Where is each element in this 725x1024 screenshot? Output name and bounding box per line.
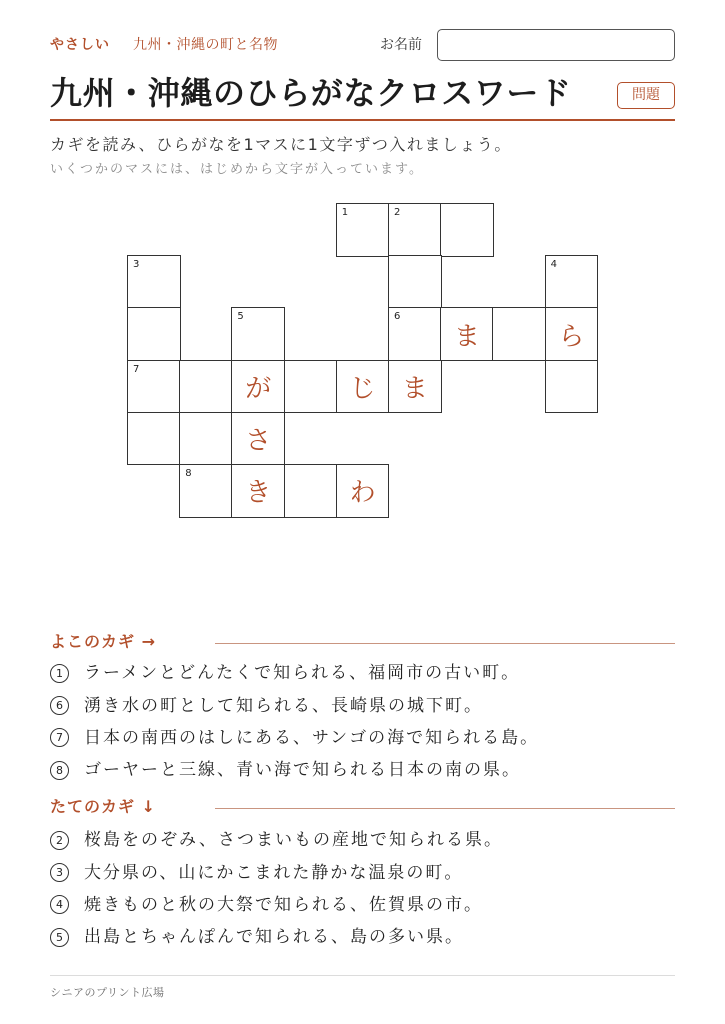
- cell-number: 6: [394, 311, 401, 323]
- cell-number: 5: [237, 311, 244, 323]
- grid-cell-prefilled: [336, 360, 390, 414]
- cell-letter: ら: [558, 321, 585, 352]
- grid-cell-prefilled: [231, 360, 285, 414]
- grid-cell[interactable]: [388, 203, 442, 257]
- grid-cell-prefilled: [231, 464, 285, 518]
- grid-cell[interactable]: [231, 307, 285, 361]
- clue-text: ゴーヤーと三線、青い海で知られる日本の南の県。: [84, 760, 521, 781]
- across-heading: よこのカギ →: [50, 632, 156, 651]
- clue-text: 焼きものと秋の大祭で知られる、佐賀県の市。: [84, 894, 483, 915]
- grid-cell[interactable]: [179, 412, 233, 466]
- clue-item: [50, 889, 675, 921]
- page-title: 九州・沖縄のひらがなクロスワード: [50, 74, 572, 112]
- grid-cell[interactable]: [545, 360, 599, 414]
- down-clue-list: [50, 824, 675, 954]
- grid-cell[interactable]: [388, 255, 442, 309]
- instructions: カギを読み、ひらがなを1マスに1文字ずつ入れましょう。: [50, 135, 512, 154]
- grid-cell[interactable]: [492, 307, 546, 361]
- name-field[interactable]: [437, 29, 675, 61]
- grid-cell[interactable]: [336, 203, 390, 257]
- clue-text: 出島とちゃんぽんで知られる、島の多い県。: [84, 927, 464, 948]
- clue-number: 8: [50, 761, 69, 780]
- grid-cell[interactable]: [440, 203, 494, 257]
- footer-credit: シニアのプリント広場: [50, 986, 165, 999]
- name-label: お名前: [380, 37, 422, 53]
- topic-label: 九州・沖縄の町と名物: [133, 37, 278, 53]
- clue-text: 湧き水の町として知られる、長崎県の城下町。: [84, 695, 483, 716]
- grid-cell[interactable]: [127, 412, 181, 466]
- down-divider: [215, 808, 675, 809]
- grid-cell[interactable]: [284, 360, 338, 414]
- across-divider: [215, 643, 675, 644]
- clue-text: 大分県の、山にかこまれた静かな温泉の町。: [84, 862, 464, 883]
- down-heading: たてのカギ ↓: [50, 797, 156, 816]
- grid-cell-prefilled: [545, 307, 599, 361]
- grid-cell[interactable]: [127, 307, 181, 361]
- cell-number: 1: [341, 207, 349, 218]
- clue-item: [50, 921, 675, 953]
- crossword-grid: [127, 203, 599, 518]
- clue-number: 2: [50, 831, 69, 850]
- clue-number: 4: [50, 895, 69, 914]
- clue-item: [50, 754, 675, 786]
- grid-cell[interactable]: [284, 464, 338, 518]
- cell-letter: わ: [349, 478, 376, 509]
- across-clue-list: [50, 657, 675, 787]
- cell-letter: じ: [349, 373, 376, 404]
- grid-cell-prefilled: [336, 464, 390, 518]
- grid-cell[interactable]: [179, 360, 233, 414]
- instructions-note: いくつかのマスには、はじめから文字が入っています。: [50, 162, 424, 177]
- grid-cell-prefilled: [388, 360, 442, 414]
- grid-cell[interactable]: [127, 255, 181, 309]
- cell-letter: が: [245, 373, 272, 404]
- grid-cell[interactable]: [179, 464, 233, 518]
- clue-item: [50, 657, 675, 689]
- grid-cell-prefilled: [440, 307, 494, 361]
- clue-text: 桜島をのぞみ、さつまいもの産地で知られる県。: [84, 830, 504, 851]
- cell-number: 4: [550, 259, 557, 271]
- cell-number: 8: [185, 468, 192, 479]
- difficulty-label: やさしい: [50, 37, 110, 53]
- cell-number: 3: [133, 259, 140, 271]
- clue-item: [50, 689, 675, 721]
- problem-badge: 問題: [617, 82, 675, 109]
- cell-letter: さ: [245, 426, 272, 457]
- grid-cell[interactable]: [545, 255, 599, 309]
- clue-number: 6: [50, 696, 69, 715]
- clue-item: [50, 824, 675, 856]
- footer-divider: [50, 975, 675, 976]
- clue-item: [50, 856, 675, 888]
- grid-cell-prefilled: [231, 412, 285, 466]
- cell-letter: き: [245, 478, 272, 509]
- clue-number: 5: [50, 928, 69, 947]
- clue-text: ラーメンとどんたくで知られる、福岡市の古い町。: [84, 663, 521, 684]
- cell-number: 2: [394, 207, 401, 218]
- clue-text: 日本の南西のはしにある、サンゴの海で知られる島。: [84, 727, 540, 748]
- cell-letter: ま: [454, 321, 481, 352]
- grid-cell[interactable]: [388, 307, 442, 361]
- clue-number: 7: [50, 728, 69, 747]
- clue-item: [50, 722, 675, 754]
- clue-number: 3: [50, 863, 69, 882]
- cell-letter: ま: [401, 373, 428, 404]
- title-divider: [50, 119, 675, 121]
- grid-cell[interactable]: [127, 360, 181, 414]
- cell-number: 7: [133, 363, 140, 375]
- clue-number: 1: [50, 664, 69, 683]
